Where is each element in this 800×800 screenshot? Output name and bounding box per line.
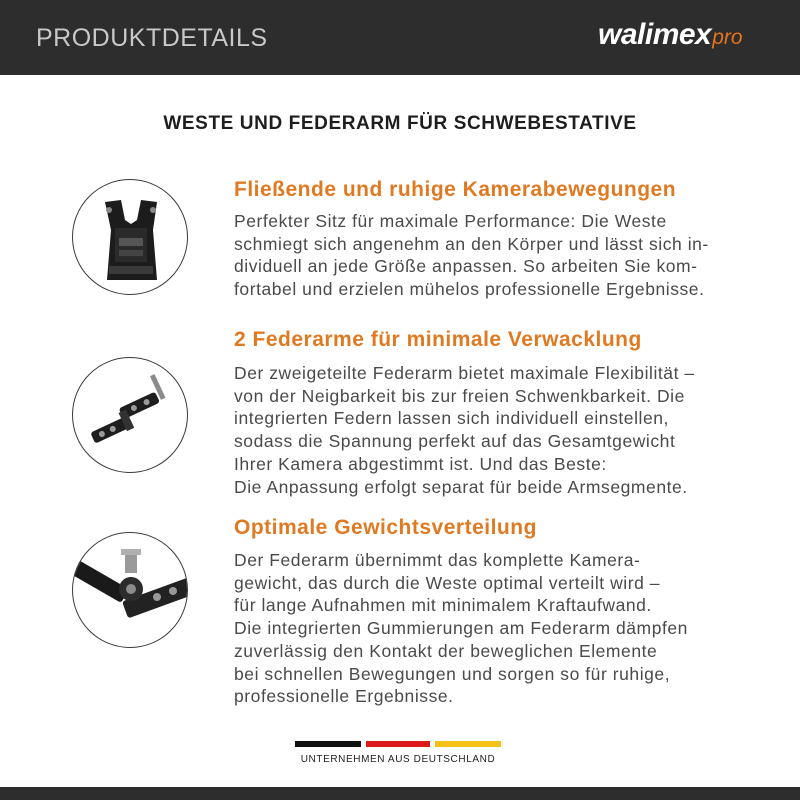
text-line: sodass die Spannung perfekt auf das Gesamtgewicht xyxy=(234,431,676,452)
page-title: WESTE UND FEDERARM FÜR SCHWEBESTATIVE xyxy=(163,113,637,134)
bottom-bar xyxy=(0,787,800,800)
text-line: dividuell an jede Größe anpassen. So arbeiten Sie kom- xyxy=(234,256,698,277)
text-line: Die Anpassung erfolgt separat für beide Armsegmente. xyxy=(234,476,688,497)
text-line: integrierten Federn lassen sich individuell einstellen, xyxy=(234,408,669,429)
logo-pro-suffix: pro xyxy=(712,26,743,49)
brand-logo xyxy=(598,18,743,62)
feature-heading: Fließende und ruhige Kamerabewegungen xyxy=(234,178,677,201)
text-line: Der Federarm übernimmt das komplette Kamera- xyxy=(234,550,641,570)
feature-description xyxy=(234,210,774,301)
feature-description xyxy=(234,362,774,498)
text-line: fortabel und erzielen mühelos professionelle Ergebnisse. xyxy=(234,279,705,300)
text-line: für lange Aufnahmen mit minimalem Kraftaufwand. xyxy=(234,595,652,616)
header-bar xyxy=(0,0,800,75)
text-line: zuverlässig den Kontakt der beweglichen Elemente xyxy=(234,640,658,661)
text-line: gewicht, das durch die Weste optimal verteilt wird – xyxy=(234,572,661,593)
flag-stripe-gold xyxy=(435,741,501,747)
header-title: PRODUKTDETAILS xyxy=(36,24,268,52)
text-line: bei schnellen Bewegungen und sorgen so für ruhige, xyxy=(234,663,671,684)
made-in-germany-label: UNTERNEHMEN AUS DEUTSCHLAND xyxy=(300,754,496,765)
flag-stripe-black xyxy=(295,741,361,747)
camera-vest-image xyxy=(72,179,188,295)
text-line: Perfekter Sitz für maximale Performance: Die Weste xyxy=(234,211,667,231)
arm-joint-image xyxy=(72,532,188,648)
spring-arm-image xyxy=(72,357,188,473)
text-line: professionelle Ergebnisse. xyxy=(234,686,454,707)
feature-description xyxy=(234,549,774,708)
feature-heading: Optimale Gewichtsverteilung xyxy=(234,516,537,539)
text-line: von der Neigbarkeit bis zur freien Schwenkbarkeit. Die xyxy=(234,385,685,406)
text-line: Ihrer Kamera abgestimmt ist. Und das Beste: xyxy=(234,453,607,474)
flag-stripe-red xyxy=(366,741,430,747)
feature-heading: 2 Federarme für minimale Verwacklung xyxy=(234,328,642,351)
text-line: schmiegt sich angenehm an den Körper und lässt sich in- xyxy=(234,233,709,254)
text-line: Der zweigeteilte Federarm bietet maximale Flexibilität – xyxy=(234,363,695,383)
logo-wordmark: walimex xyxy=(598,18,712,51)
text-line: Die integrierten Gummierungen am Federarm dämpfen xyxy=(234,618,688,639)
